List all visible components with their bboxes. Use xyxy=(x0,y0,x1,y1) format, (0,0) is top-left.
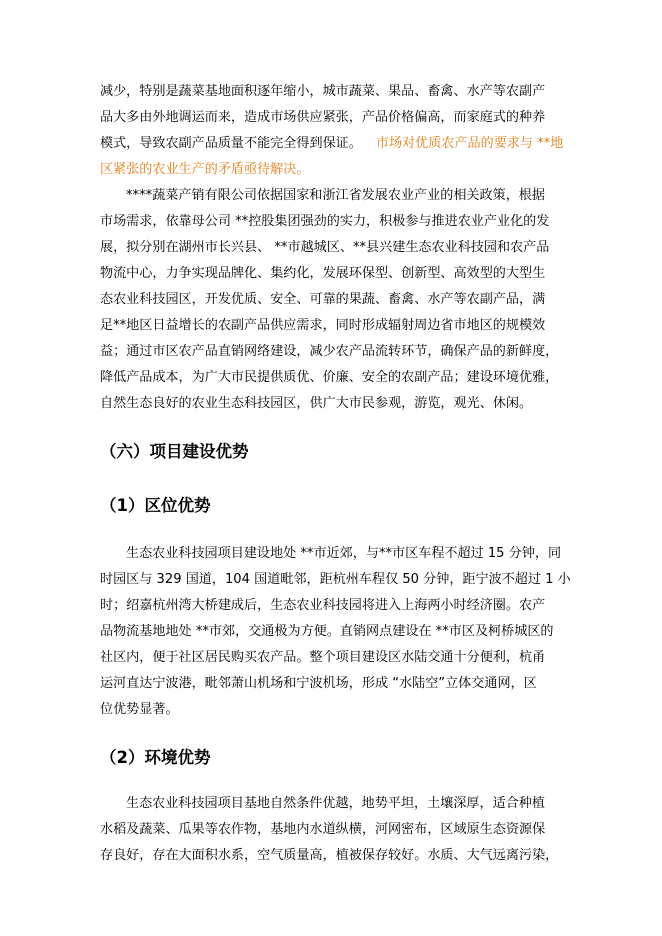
highlighted-text: 区紧张的农业生产的矛盾亟待解决。 xyxy=(100,162,310,177)
text-line: 生态农业科技园项目基地自然条件优越，地势平坦，土壤深厚，适合种植 xyxy=(126,796,545,811)
text-line: 品大多由外地调运而来，造成市场供应紧张，产品价格偏高，而家庭式的种养 xyxy=(100,110,546,125)
paragraph-market-shortage xyxy=(100,79,564,183)
section-heading: （六）项目建设优势 xyxy=(100,442,249,461)
document-body xyxy=(100,79,571,869)
text-line: 降低产品成本，为广大市民提供质优、价廉、安全的农副产品；建设环境优雅， xyxy=(100,370,559,385)
text-line xyxy=(100,131,564,157)
text-line: 自然生态良好的农业生态科技园区，供广大市民参观，游览，观光、休闲。 xyxy=(100,396,533,411)
text-line: 时；绍嘉杭州湾大桥建成后，生态农业科技园将进入上海两小时经济圈。农产 xyxy=(100,598,546,613)
subsection-heading-environment: （2）环境优势 xyxy=(100,748,211,767)
text-line: 社区内，便于社区居民购买农产品。整个项目建设区水陆交通十分便利，杭甬 xyxy=(100,650,546,665)
text-line: 存良好，存在大面积水系，空气质量高，植被保存较好。水质、大气远离污染， xyxy=(100,848,559,863)
text-line: 运河直达宁波港，毗邻萧山机场和宁波机场，形成 “水陆空”立体交通网，区 xyxy=(100,676,537,691)
text-line: 足**地区日益增长的农副产品供应需求，同时形成辐射周边省市地区的规模效 xyxy=(100,318,546,333)
paragraph-location xyxy=(100,541,571,723)
text-line: 市场需求，依靠母公司 **控股集团强劲的实力，积极参与推进农业产业化的发 xyxy=(100,214,550,229)
text-line: 态农业科技园区，开发优质、安全、可靠的果蔬、畜禽、水产等农副产品，满 xyxy=(100,292,546,307)
text-line: 水稻及蔬菜、瓜果等农作物，基地内水道纵横，河网密布，区域原生态资源保 xyxy=(100,822,546,837)
text-line: 益；通过市区农产品直销网络建设，减少农产品流转环节，确保产品的新鲜度， xyxy=(100,344,559,359)
text-line: 展，拟分别在湖州市长兴县、 **市越城区、**县兴建生态农业科技园和农产品 xyxy=(100,240,550,255)
text-line-segment: 模式，导致农副产品质量不能完全得到保证。 xyxy=(100,136,362,151)
paragraph-environment xyxy=(100,791,560,869)
text-line: 物流中心，力争实现品牌化、集约化，发展环保型、创新型、高效型的大型生 xyxy=(100,266,546,281)
text-line: 减少，特别是蔬菜基地面积逐年缩小，城市蔬菜、果品、畜禽、水产等农副产 xyxy=(100,84,546,99)
highlighted-text: 市场对优质农产品的要求与 **地 xyxy=(375,136,564,151)
subsection-heading-location: （1）区位优势 xyxy=(100,496,211,515)
text-line: 时园区与 329 国道，104 国道毗邻，距杭州车程仅 50 分钟，距宁波不超过 1 小 xyxy=(100,572,571,587)
paragraph-company-plan xyxy=(100,183,560,417)
text-line: 生态农业科技园项目建设地处 **市近郊，与**市区车程不超过 15 分钟，同 xyxy=(126,546,562,561)
text-line: 位优势显著。 xyxy=(100,702,179,717)
text-line: 品物流基地地处 **市郊，交通极为方便。直销网点建设在 **市区及柯桥城区的 xyxy=(100,624,554,639)
text-line: ****蔬菜产销有限公司依据国家和浙江省发展农业产业的相关政策，根据 xyxy=(126,188,545,203)
